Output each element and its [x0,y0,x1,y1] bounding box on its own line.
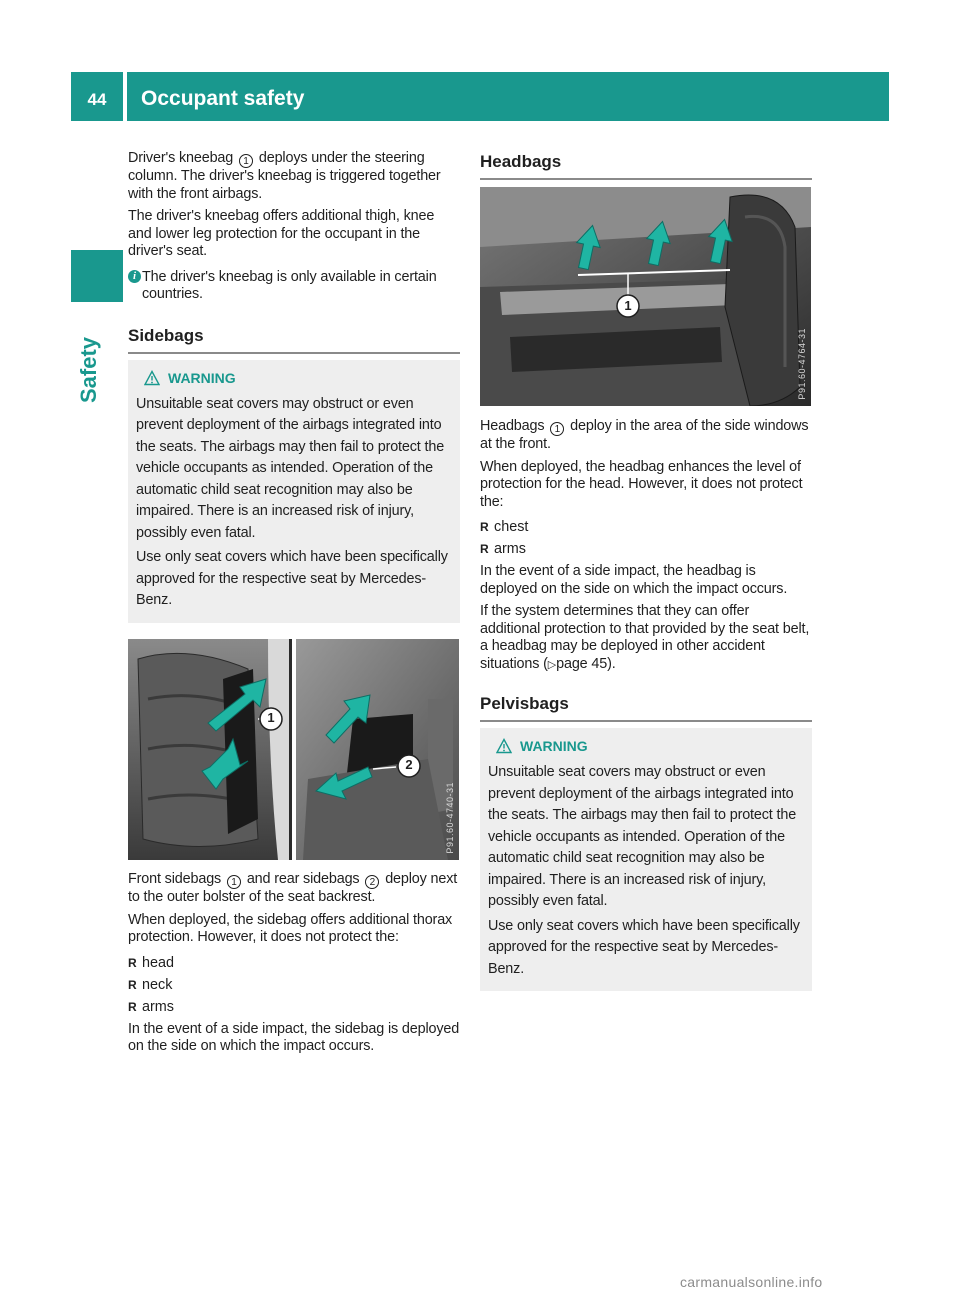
right-column-lower [480,418,812,991]
headbag-system-paragraph [480,603,812,674]
callout-1-icon: 1 [227,875,241,889]
left-column [128,150,460,623]
caption-text-start: Front sidebags [128,871,222,887]
right-column [480,150,812,180]
sidebags-warning-box [128,360,460,623]
figure-callout-2: 2 [405,757,413,772]
figure-callout-1: 1 [624,298,632,313]
side-tab-label: Safety [76,336,101,403]
list-item: R arms [128,996,460,1018]
header-divider [123,72,127,121]
warning-triangle-icon [496,738,512,754]
pelvisbags-heading: Pelvisbags [480,694,812,722]
info-note [128,269,460,304]
sidebag-bullet-list [128,952,460,1018]
warning-title-text: WARNING [168,369,236,386]
pelvisbags-warning-box [480,728,812,991]
left-column-lower [128,871,460,1061]
warning-advice: Use only seat covers which have been specifically approved for the respective seat by Mercedes-Benz. [488,917,800,977]
page-reference-arrow-icon: ▷ [547,658,557,671]
side-tab-marker [71,250,123,302]
caption-text-end: deploy next to the outer bolster of the seat backrest. [128,871,458,905]
page-number: 44 [87,90,107,109]
headbags-heading: Headbags [480,150,812,180]
callout-2-icon: 2 [365,875,379,889]
callout-1-icon: 1 [239,154,253,168]
sidebags-caption [128,871,460,907]
headbag-bullet-list [480,516,812,560]
warning-text: Unsuitable seat covers may obstruct or even prevent deployment of the airbags integrated into the seats. The airbags may then fail to protect the vehicle occupants as intended. Operation of the automatic child seat recognition may also be impaired. There is an increased risk of injury, possibly even fatal. [488,764,797,909]
list-item: R head [128,952,460,974]
kneebag-text-end: deploys under the steering column. The driver's kneebag is triggered together with the front airbags. [128,150,441,202]
sidebags-figure [128,639,459,860]
headbags-figure [480,187,811,406]
caption-text-start: Headbags [480,418,545,434]
headbag-impact-paragraph: In the event of a side impact, the headbag is deployed on the side on which the impact occurs. [480,563,788,597]
info-icon: i [128,270,141,283]
list-item: R arms [480,538,812,560]
kneebag-protection-paragraph: The driver's kneebag offers additional thigh, knee and lower leg protection for the occupant in the driver's seat. [128,208,435,259]
section-title: Occupant safety [141,87,305,110]
headbags-caption [480,418,812,454]
list-item: R chest [480,516,812,538]
page-reference-link[interactable]: page 45). [556,655,616,672]
sidebags-heading: Sidebags [128,326,460,354]
sidebag-impact-paragraph: In the event of a side impact, the sidebag is deployed on the side on which the impact occurs. [128,1020,460,1054]
caption-text-end: deploy in the area of the side windows at the front. [480,418,809,452]
figure-callout-1: 1 [267,710,275,725]
sidebag-deployed-paragraph: When deployed, the sidebag offers additional thorax protection. However, it does not protect the: [128,911,453,945]
figure-id: P91.60-4740-31 [445,782,455,854]
info-note-text: The driver's kneebag is only available in certain countries. [142,268,437,302]
headbags-illustration [480,187,811,406]
kneebag-text-start: Driver's kneebag [128,150,234,166]
figure-id: P91.60-4764-31 [797,328,807,400]
kneebag-paragraph [128,150,460,203]
warning-title [136,370,452,386]
warning-triangle-icon [144,370,160,386]
caption-text-mid: and rear sidebags [246,871,360,887]
warning-title-text: WARNING [520,738,588,754]
list-item: R neck [128,974,460,996]
sidebags-illustration [128,639,459,860]
callout-1-icon: 1 [550,422,564,436]
warning-text: Unsuitable seat covers may obstruct or even prevent deployment of the airbags integrated into the seats. The airbags may then fail to protect the vehicle occupants as intended. Operation of the automatic child seat recognition may also be impaired. There is an increased risk of injury, possibly even fatal. [136,395,445,541]
footer-watermark: carmanualsonline.info [680,1274,823,1290]
warning-advice: Use only seat covers which have been specifically approved for the respective seat by Mercedes-Benz. [136,549,448,608]
warning-title [488,738,804,754]
headbag-deployed-paragraph: When deployed, the headbag enhances the level of protection for the head. However, it does not protect the: [480,458,803,510]
system-text-start: If the system determines that they can offer additional protection to that provided by the seat belt, a headbag may be deployed in other accident situations ( [480,603,810,672]
